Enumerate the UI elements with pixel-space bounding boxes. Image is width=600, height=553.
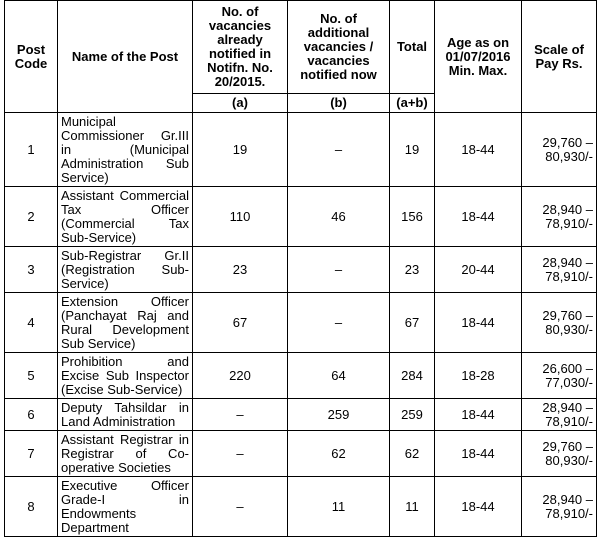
post-name-cell: Extension Officer (Panchayat Raj and Rural Development Sub Service) — [58, 293, 193, 353]
total-cell: 156 — [390, 187, 435, 247]
scale-of-pay-cell: 29,760 – 80,930/- — [522, 113, 597, 187]
header-row — [5, 1, 597, 94]
already-notified-cell: 110 — [193, 187, 288, 247]
age-cell: 18-44 — [435, 187, 522, 247]
already-notified-cell: – — [193, 431, 288, 477]
post-code-cell: 2 — [5, 187, 58, 247]
post-code-cell: 3 — [5, 247, 58, 293]
age-cell: 18-44 — [435, 113, 522, 187]
header-age: Age as on 01/07/2016 Min. Max. — [435, 1, 522, 113]
post-name-cell: Sub-Registrar Gr.II (Registration Sub-Service) — [58, 247, 193, 293]
table-row — [5, 353, 597, 399]
total-cell: 62 — [390, 431, 435, 477]
total-cell: 23 — [390, 247, 435, 293]
age-cell: 18-44 — [435, 477, 522, 537]
post-code-cell: 4 — [5, 293, 58, 353]
table-row — [5, 477, 597, 537]
already-notified-cell: 19 — [193, 113, 288, 187]
post-code-cell: 5 — [5, 353, 58, 399]
scale-of-pay-cell: 26,600 – 77,030/- — [522, 353, 597, 399]
total-cell: 11 — [390, 477, 435, 537]
table-row — [5, 247, 597, 293]
age-cell: 18-44 — [435, 293, 522, 353]
post-name-cell: Assistant Commercial Tax Officer (Commercial Tax Sub-Service) — [58, 187, 193, 247]
total-cell: 67 — [390, 293, 435, 353]
scale-of-pay-cell: 28,940 – 78,910/- — [522, 187, 597, 247]
post-code-cell: 8 — [5, 477, 58, 537]
vacancy-table-container — [4, 0, 596, 537]
header-name-of-post: Name of the Post — [58, 1, 193, 113]
header-total: Total — [390, 1, 435, 94]
additional-vacancies-cell: – — [288, 247, 390, 293]
age-cell: 18-44 — [435, 431, 522, 477]
post-name-cell: Municipal Commissioner Gr.III in (Municipal Administration Sub Service) — [58, 113, 193, 187]
scale-of-pay-cell: 28,940 – 78,910/- — [522, 247, 597, 293]
scale-of-pay-cell: 29,760 – 80,930/- — [522, 293, 597, 353]
subheader-a-plus-b: (a+b) — [390, 94, 435, 113]
table-row — [5, 187, 597, 247]
additional-vacancies-cell: 11 — [288, 477, 390, 537]
additional-vacancies-cell: – — [288, 293, 390, 353]
table-body — [5, 113, 597, 537]
scale-of-pay-cell: 28,940 – 78,910/- — [522, 477, 597, 537]
vacancy-table — [4, 0, 597, 537]
post-name-cell: Assistant Registrar in Registrar of Co-operative Societies — [58, 431, 193, 477]
post-code-cell: 1 — [5, 113, 58, 187]
table-row — [5, 293, 597, 353]
age-cell: 18-44 — [435, 399, 522, 431]
additional-vacancies-cell: 62 — [288, 431, 390, 477]
scale-of-pay-cell: 28,940 – 78,910/- — [522, 399, 597, 431]
total-cell: 259 — [390, 399, 435, 431]
table-row — [5, 431, 597, 477]
scale-of-pay-cell: 29,760 – 80,930/- — [522, 431, 597, 477]
total-cell: 284 — [390, 353, 435, 399]
already-notified-cell: 220 — [193, 353, 288, 399]
subheader-a: (a) — [193, 94, 288, 113]
total-cell: 19 — [390, 113, 435, 187]
post-name-cell: Prohibition and Excise Sub Inspector (Excise Sub-Service) — [58, 353, 193, 399]
already-notified-cell: – — [193, 399, 288, 431]
table-row — [5, 113, 597, 187]
already-notified-cell: – — [193, 477, 288, 537]
post-name-cell: Executive Officer Grade-I in Endowments Department — [58, 477, 193, 537]
header-additional-vacancies: No. of additional vacancies / vacancies notified now — [288, 1, 390, 94]
header-post-code: Post Code — [5, 1, 58, 113]
post-name-cell: Deputy Tahsildar in Land Administration — [58, 399, 193, 431]
post-code-cell: 6 — [5, 399, 58, 431]
subheader-b: (b) — [288, 94, 390, 113]
already-notified-cell: 23 — [193, 247, 288, 293]
header-scale-of-pay: Scale of Pay Rs. — [522, 1, 597, 113]
additional-vacancies-cell: – — [288, 113, 390, 187]
age-cell: 18-28 — [435, 353, 522, 399]
already-notified-cell: 67 — [193, 293, 288, 353]
age-cell: 20-44 — [435, 247, 522, 293]
additional-vacancies-cell: 64 — [288, 353, 390, 399]
table-row — [5, 399, 597, 431]
post-code-cell: 7 — [5, 431, 58, 477]
additional-vacancies-cell: 259 — [288, 399, 390, 431]
header-already-notified: No. of vacancies already notified in Notifn. No. 20/2015. — [193, 1, 288, 94]
additional-vacancies-cell: 46 — [288, 187, 390, 247]
